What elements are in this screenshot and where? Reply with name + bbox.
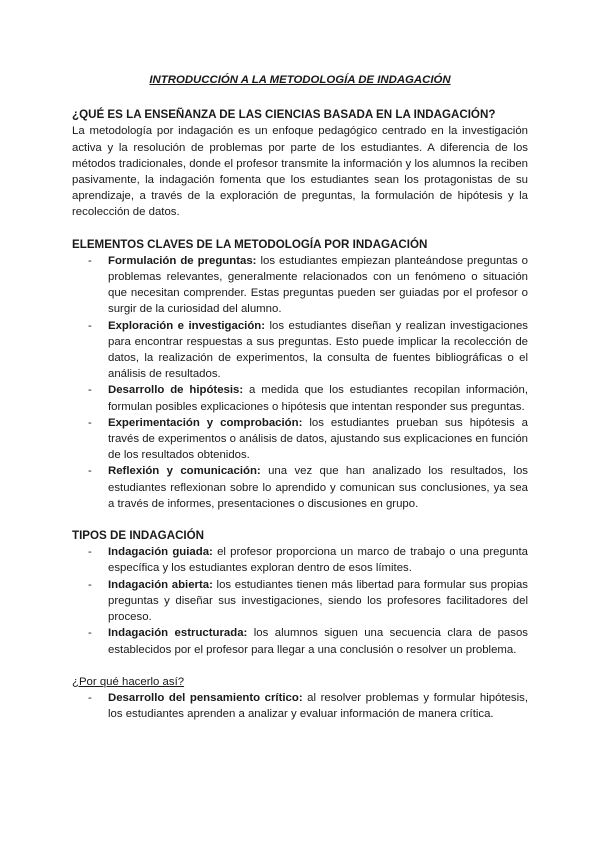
list-item-term: Indagación estructurada: (108, 627, 248, 640)
list-item-term: Indagación guiada: (108, 546, 213, 559)
dash-bullet: - (88, 319, 92, 332)
list-item-text: los alumnos siguen una secuencia clara de pasos establecidos por el profesor para llegar a una conclusión o resolver un problema. (108, 627, 528, 656)
list-item (72, 415, 528, 464)
list-item-text: al resolver problemas y formular hipótesis, los estudiantes aprenden a analizar y evaluar información de manera crítica. (108, 691, 528, 721)
list-item-text: a medida que los estudiantes recopilan información, formulan posibles explicaciones o hipótesis que intentan responder sus preguntas. (108, 384, 528, 413)
dash-bullet: - (88, 384, 92, 397)
list-item (72, 382, 528, 414)
why-list (72, 690, 528, 722)
list-item-text: los estudiantes prueban sus hipótesis a través de experimentos o análisis de datos, ajustando sus explicaciones en función de los resultados obtenidos. (108, 416, 528, 462)
section-why (72, 674, 528, 723)
key-elements-list (72, 253, 528, 512)
inquiry-types-list (72, 544, 528, 657)
document-page (72, 64, 528, 738)
dash-bullet: - (88, 416, 92, 429)
list-item-text: el profesor proporciona un marco de trabajo o una pregunta específica y los estudiantes exploran dentro de esos límites. (108, 546, 529, 575)
list-item-term: Reflexión y comunicación: (108, 465, 261, 478)
list-item-term: Desarrollo de hipótesis: (108, 384, 244, 397)
section-heading: ELEMENTOS CLAVES DE LA METODOLOGÍA POR INDAGACIÓN (72, 237, 428, 251)
list-item-term: Indagación abierta: (108, 578, 213, 591)
list-item-text: los estudiantes tienen más libertad para formular sus propias preguntas y diseñar sus investigaciones, siendo los profesores facilitadores del proceso. (108, 578, 528, 624)
list-item-term: Formulación de preguntas: (108, 254, 257, 267)
section-subheading: ¿Por qué hacerlo así? (72, 675, 185, 688)
list-item (72, 625, 528, 657)
list-item (72, 318, 528, 383)
list-item-term: Experimentación y comprobación: (108, 416, 303, 429)
list-item (72, 577, 528, 626)
dash-bullet: - (88, 254, 92, 267)
list-item (72, 690, 528, 722)
section-key-elements (72, 237, 528, 512)
dash-bullet: - (88, 578, 92, 591)
document-title: INTRODUCCIÓN A LA METODOLOGÍA DE INDAGACIÓN (149, 74, 451, 86)
list-item-text: una vez que han analizado los resultados, los estudiantes reflexionan sobre lo aprendido y comunican sus conclusiones, ya sea a través de informes, presentaciones o discusiones en grupo. (108, 465, 528, 510)
section-heading: TIPOS DE INDAGACIÓN (72, 529, 205, 543)
dash-bullet: - (88, 627, 92, 640)
list-item-text: los estudiantes empiezan planteándose preguntas o problemas relevantes, generalmente relacionados con un fenómeno o situación que necesitan comprender. Estas preguntas pueden ser guiadas por el profesor o surgir de la curiosidad del alumno. (108, 254, 528, 316)
list-item-text: los estudiantes diseñan y realizan investigaciones para encontrar respuestas a sus preguntas. Esto puede implicar la recolección de datos, la realización de experimentos, la consulta de fuentes bibliográficas o el análisis de resultados. (108, 319, 528, 381)
list-item-term: Desarrollo del pensamiento crítico: (108, 691, 303, 704)
section-what-is-inquiry (72, 107, 528, 220)
dash-bullet: - (88, 546, 92, 559)
list-item (72, 463, 528, 512)
list-item (72, 544, 528, 576)
list-item (72, 253, 528, 318)
list-item-term: Exploración e investigación: (108, 319, 266, 332)
section-paragraph: La metodología por indagación es un enfoque pedagógico centrado en la investigación activa y la resolución de problemas por parte de los estudiantes. A diferencia de los métodos tradicionales, donde el profesor transmite la información y los alumnos la reciben pasivamente, la indagación fomenta que los estudiantes sean los protagonistas de su aprendizaje, a través de la exploración de preguntas, la formulación de hipótesis y la recolección de datos. (72, 125, 528, 219)
section-heading: ¿QUÉ ES LA ENSEÑANZA DE LAS CIENCIAS BASADA EN LA INDAGACIÓN? (72, 108, 496, 122)
dash-bullet: - (88, 465, 92, 478)
dash-bullet: - (88, 691, 92, 704)
section-inquiry-types (72, 528, 528, 658)
